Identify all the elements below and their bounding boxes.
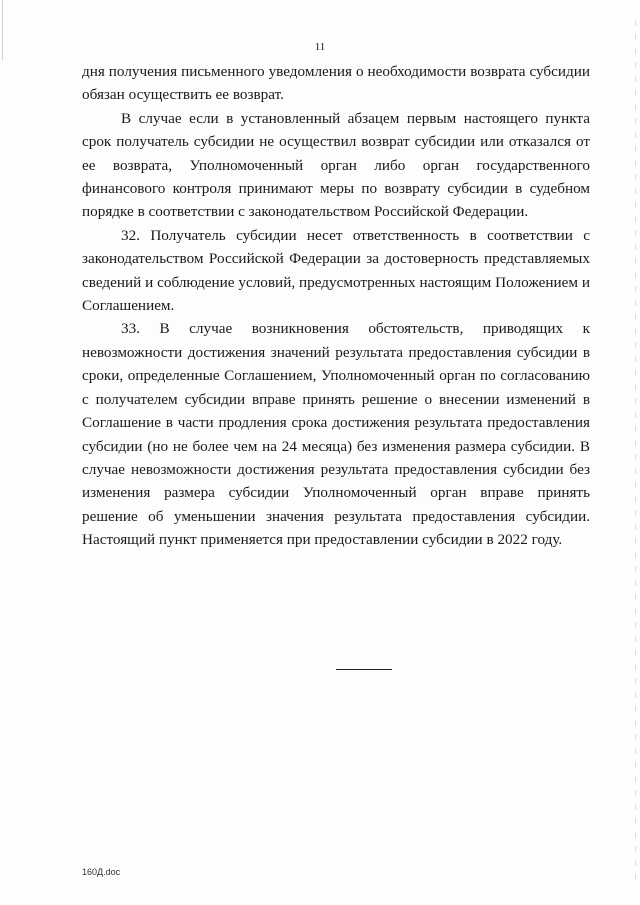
paragraph-return-deadline: дня получения письменного уведомления о необходимости возврата субсидии обязан осуществить ее возврат. (82, 63, 590, 104)
paragraph-clause-32: 32. Получатель субсидии несет ответственность в соответствии с законодательством Российской Федерации за достоверность представляемых сведений и соблюдение условий, предусмотренных настоящим Положением и Соглашением. (82, 226, 590, 315)
document-body (82, 60, 590, 552)
paragraph-clause-33: 33. В случае возникновения обстоятельств, приводящих к невозможности достижения значений результата предоставления субсидии в сроки, определенные Соглашением, Уполномоченный орган по согласованию с получателем субсидии вправе принять решение о внесении изменений в Соглашение в части продления срока достижения результата предоставления субсидии (но не более чем на 24 месяца) без изменения размера субсидии. В случае невозможности достижения результата предоставления субсидии без изменения размера субсидии Уполномоченный орган вправе принять решение об уменьшении значения результата предоставления субсидии. Настоящий пункт применяется при предоставлении субсидии в 2022 году. (82, 320, 590, 549)
page-number: 11 (314, 41, 326, 53)
paragraph-refusal-to-return: В случае если в установленный абзацем первым настоящего пункта срок получатель субсидии не осуществил возврат субсидии или отказался от ее возврата, Уполномоченный орган либо орган государственного финансового контроля принимают меры по возврату субсидии в судебном порядке в соответствии с законодательством Российской Федерации. (82, 109, 590, 221)
footer-filename: 160Д.doc (82, 867, 121, 877)
end-of-text-rule (336, 669, 392, 670)
scan-edge-mark (635, 20, 636, 880)
